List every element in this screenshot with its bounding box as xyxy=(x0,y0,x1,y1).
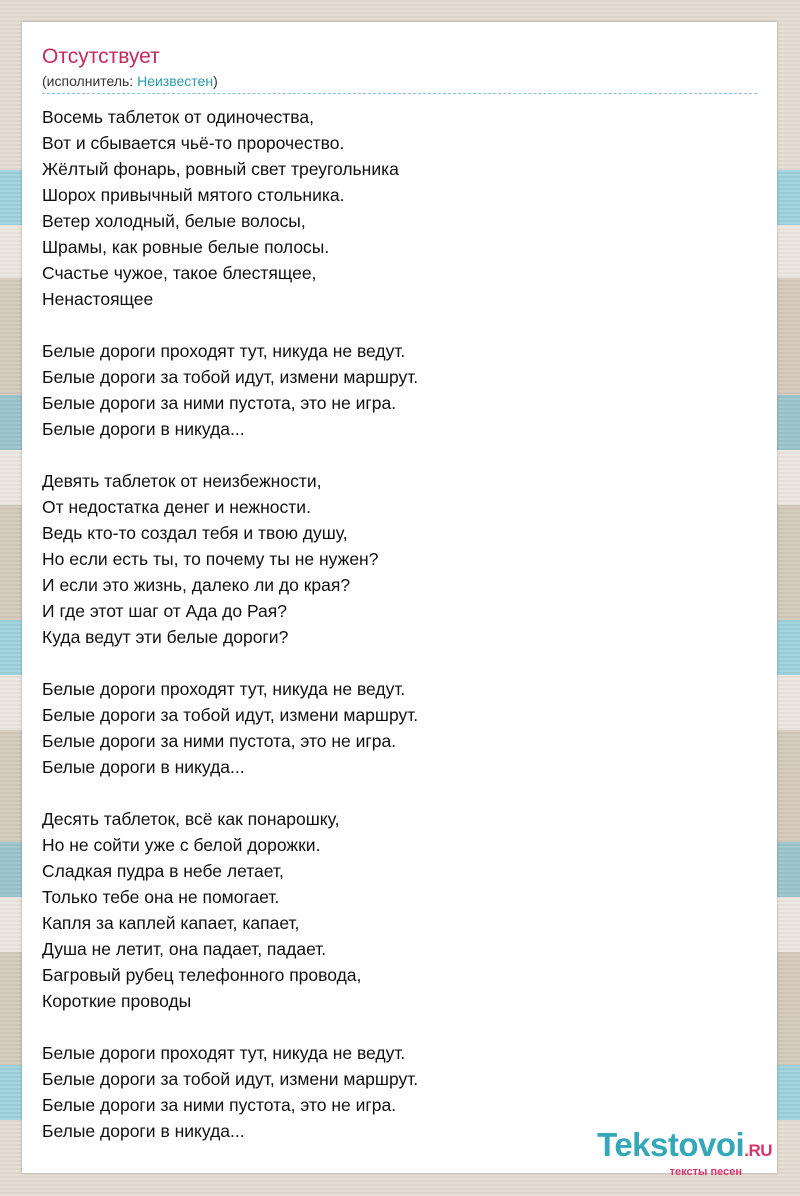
logo-tld: .RU xyxy=(744,1141,772,1160)
lyric-line: Белые дороги за ними пустота, это не игра. xyxy=(42,731,397,751)
lyric-line: Багровый рубец телефонного провода, xyxy=(42,965,362,985)
lyric-line: Сладкая пудра в небе летает, xyxy=(42,861,284,881)
lyric-line: Восемь таблеток от одиночества, xyxy=(42,107,315,127)
lyric-line: Только тебе она не помогает. xyxy=(42,887,280,907)
lyric-line: Белые дороги проходят тут, никуда не ведут. xyxy=(42,679,406,699)
lyric-line: Куда ведут эти белые дороги? xyxy=(42,627,289,647)
lyric-line: Ведь кто-то создал тебя и твою душу, xyxy=(42,523,348,543)
lyric-line: Белые дороги в никуда... xyxy=(42,757,245,777)
lyrics-card xyxy=(22,22,777,1173)
song-title: Отсутствует xyxy=(42,45,160,68)
lyric-line: Душа не летит, она падает, падает. xyxy=(42,939,327,959)
stanza-gap xyxy=(42,442,418,468)
lyric-line: Белые дороги в никуда... xyxy=(42,419,245,439)
lyric-line: Белые дороги за ними пустота, это не игра. xyxy=(42,1095,397,1115)
lyric-line: Белые дороги в никуда... xyxy=(42,1121,245,1141)
lyric-line: Десять таблеток, всё как понарошку, xyxy=(42,809,340,829)
lyric-line: Белые дороги за тобой идут, измени маршрут. xyxy=(42,367,419,387)
lyric-line: Девять таблеток от неизбежности, xyxy=(42,471,322,491)
title-divider xyxy=(42,93,757,94)
lyric-line: Капля за каплей капает, капает, xyxy=(42,913,300,933)
stanza-gap xyxy=(42,312,418,338)
artist-line xyxy=(42,72,218,90)
lyric-line: Ветер холодный, белые волосы, xyxy=(42,211,306,231)
stanza-gap xyxy=(42,780,418,806)
lyric-line: И если это жизнь, далеко ли до края? xyxy=(42,575,351,595)
site-logo[interactable] xyxy=(597,1128,772,1178)
stanza-gap xyxy=(42,650,418,676)
lyric-line: Но если есть ты, то почему ты не нужен? xyxy=(42,549,379,569)
lyric-line: Белые дороги за тобой идут, измени маршрут. xyxy=(42,705,419,725)
lyric-line: Короткие проводы xyxy=(42,991,192,1011)
logo-wordmark: Tekstovoi xyxy=(597,1126,745,1163)
lyric-line: Белые дороги за тобой идут, измени маршрут. xyxy=(42,1069,419,1089)
lyric-line: Жёлтый фонарь, ровный свет треугольника xyxy=(42,159,399,179)
lyrics-text xyxy=(42,104,418,1144)
lyric-line: Белые дороги проходят тут, никуда не ведут. xyxy=(42,341,406,361)
artist-suffix: ) xyxy=(213,73,218,89)
lyric-line: Шрамы, как ровные белые полосы. xyxy=(42,237,330,257)
logo-tagline: тексты песен xyxy=(669,1166,742,1178)
lyric-line: Счастье чужое, такое блестящее, xyxy=(42,263,317,283)
stanza-gap xyxy=(42,1014,418,1040)
lyric-line: Но не сойти уже с белой дорожки. xyxy=(42,835,321,855)
lyric-line: Белые дороги за ними пустота, это не игра. xyxy=(42,393,397,413)
artist-link[interactable]: Неизвестен xyxy=(137,73,214,89)
lyric-line: Ненастоящее xyxy=(42,289,154,309)
lyric-line: Вот и сбывается чьё-то пророчество. xyxy=(42,133,345,153)
lyric-line: Шорох привычный мятого стольника. xyxy=(42,185,345,205)
lyric-line: Белые дороги проходят тут, никуда не ведут. xyxy=(42,1043,406,1063)
lyric-line: От недостатка денег и нежности. xyxy=(42,497,311,517)
lyric-line: И где этот шаг от Ада до Рая? xyxy=(42,601,287,621)
artist-prefix: (исполнитель: xyxy=(42,73,138,89)
